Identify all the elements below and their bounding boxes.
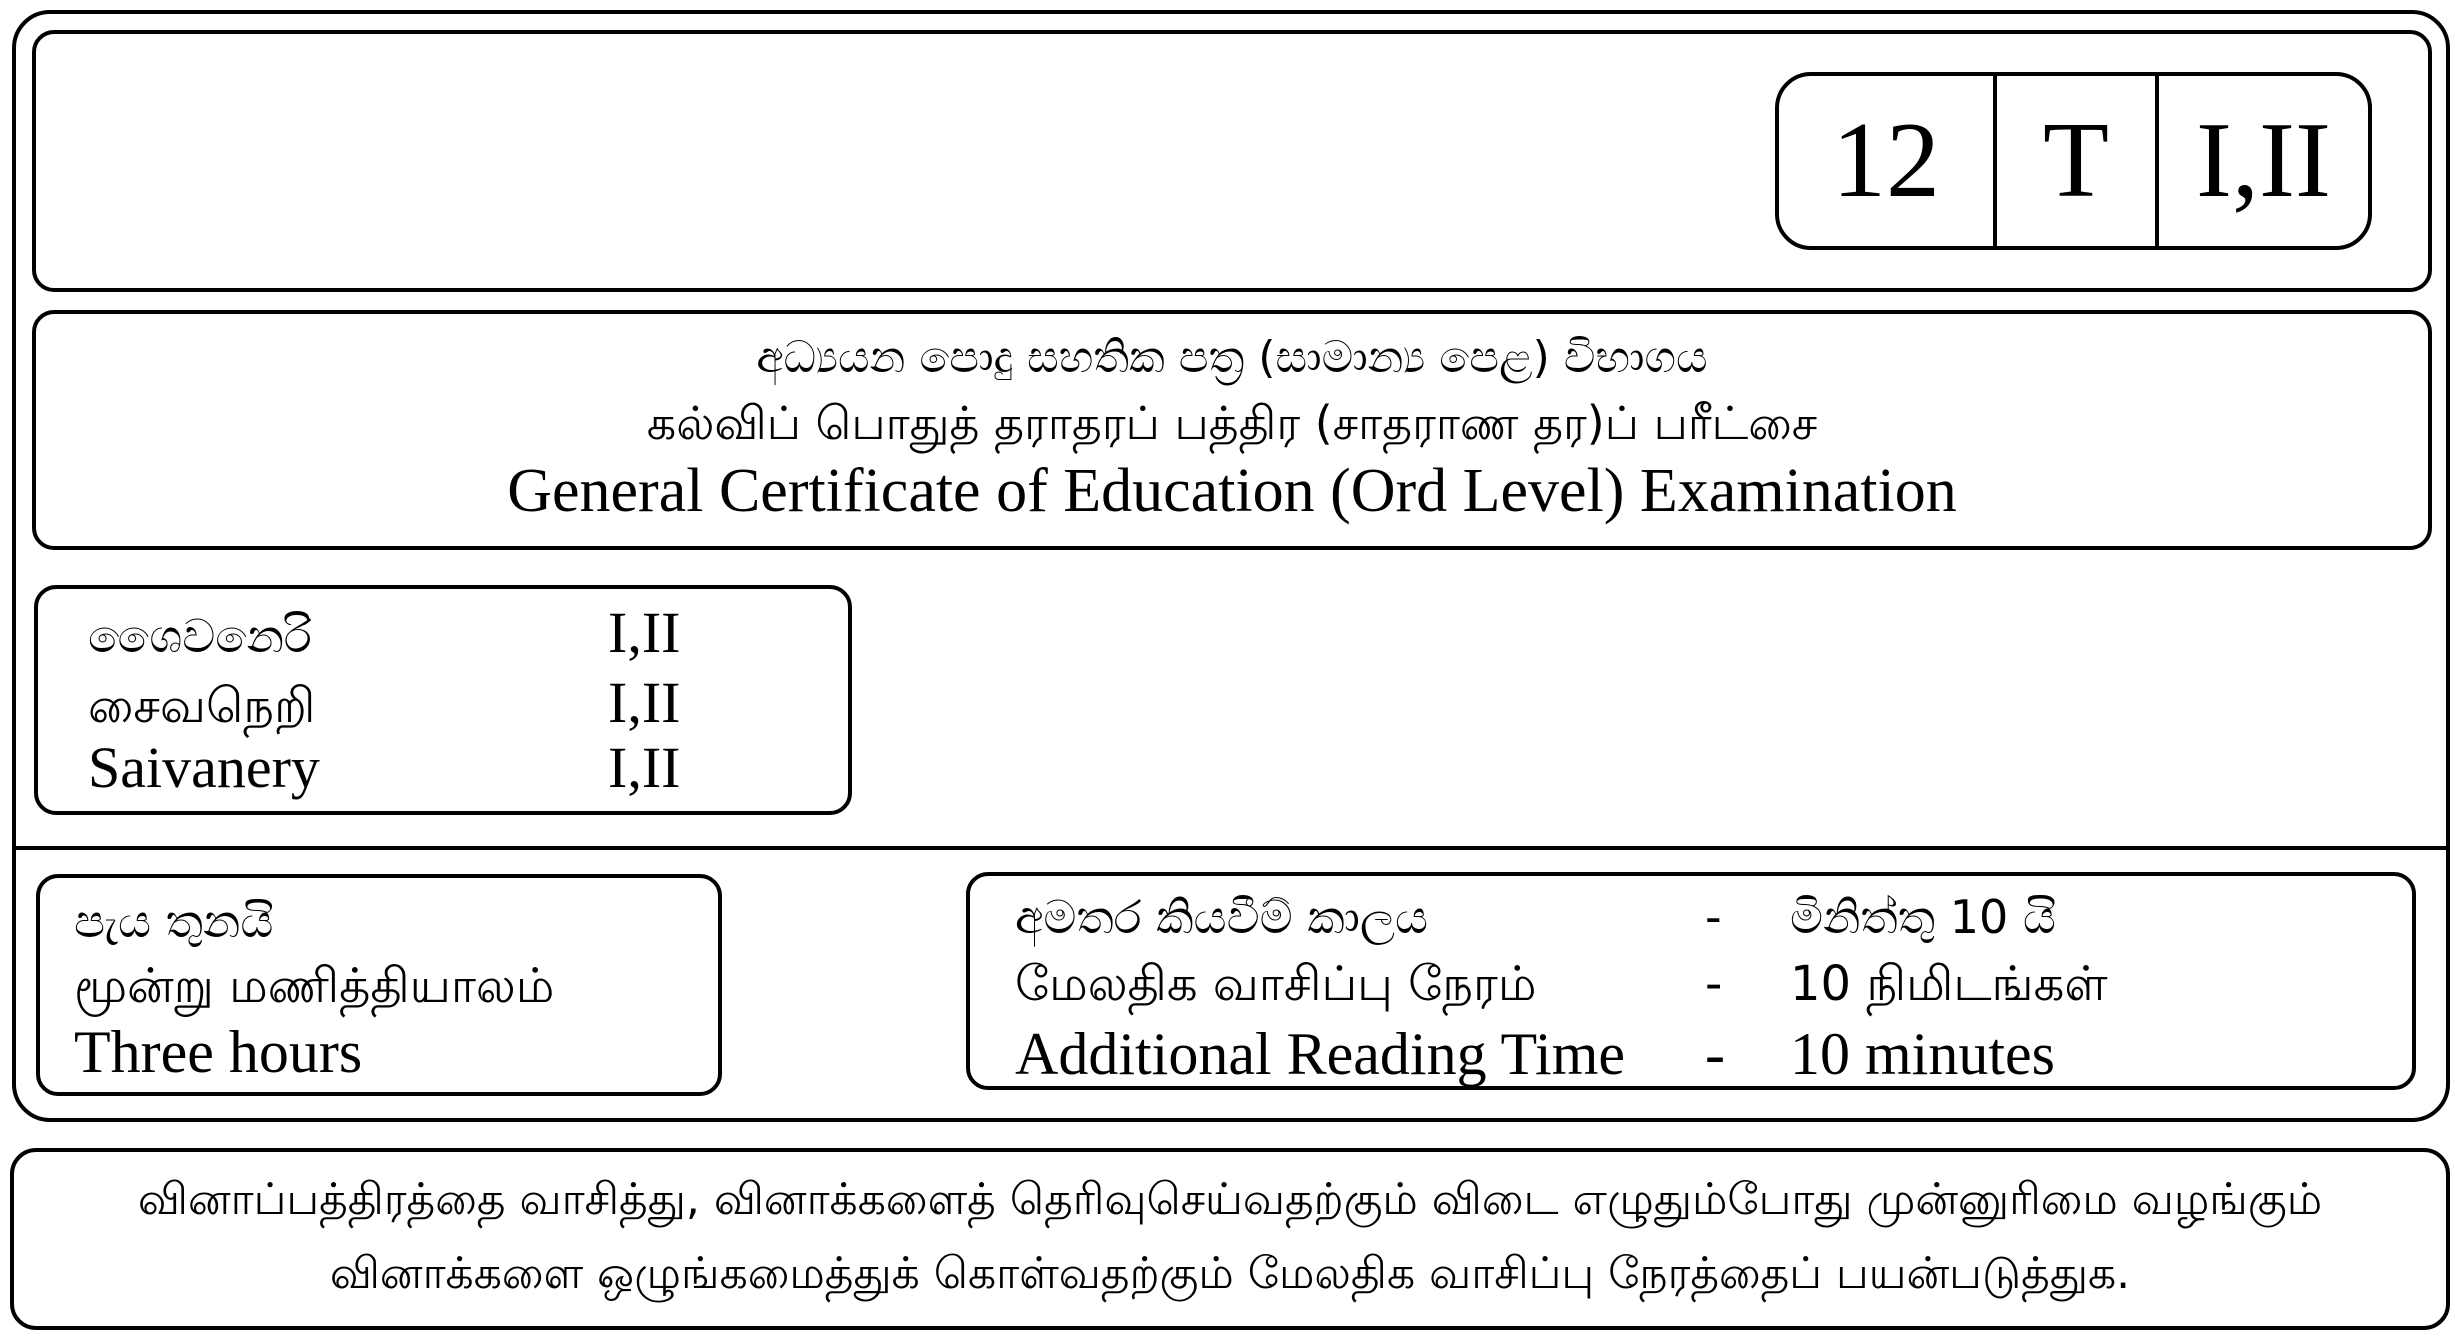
paper-parts: I,II <box>2196 101 2331 220</box>
exam-title-sinhala: අධ්‍යයන පොදු සහතික පත්‍ර (සාමාන්‍ය පෙළ) විභාගය <box>756 332 1708 383</box>
subject-row-english <box>88 734 680 801</box>
reading-time-label: අමතර කියවීම් කාලය <box>1015 890 1429 944</box>
duration-english: Three hours <box>74 1019 363 1085</box>
reading-time-row-english <box>1015 1020 2415 1089</box>
duration-sinhala: පැය තුනයි <box>74 894 274 948</box>
subject-row-tamil <box>88 669 680 740</box>
paper-number: 12 <box>1779 76 1997 246</box>
subject-name: ශෛවනෙරි <box>88 609 312 663</box>
paper-medium: T <box>1997 76 2159 246</box>
instructions-panel <box>10 1148 2450 1330</box>
subject-parts: I,II <box>608 670 681 735</box>
section-divider <box>12 846 2450 850</box>
reading-time-dash: - <box>1705 1021 1725 1087</box>
reading-time-row-sinhala <box>1015 890 2415 946</box>
reading-time-dash: - <box>1705 890 1722 944</box>
reading-time-label: மேலதிக வாசிப்பு நேரம் <box>1015 956 1537 1012</box>
instruction-line-2: வினாக்களை ஒழுங்கமைத்துக் கொள்வதற்கும் மேலதிக வாசிப்பு நேரத்தைப் பயன்படுத்துக. <box>329 1248 2131 1299</box>
reading-time-dash: - <box>1705 956 1723 1012</box>
reading-time-panel <box>966 872 2416 1090</box>
subject-row-sinhala <box>88 599 680 666</box>
exam-title-tamil: கல்விப் பொதுத் தராதரப் பத்திர (சாதராண தர)ப் பரீட்சை <box>646 396 1818 450</box>
subject-name: Saivanery <box>88 735 320 800</box>
reading-time-value: 10 minutes <box>1790 1021 2055 1087</box>
duration-panel <box>36 874 722 1096</box>
subject-name: சைவநெறி <box>88 678 316 734</box>
subject-parts: I,II <box>608 600 681 665</box>
reading-time-row-tamil <box>1015 956 2415 1018</box>
paper-code-box <box>1775 72 2372 250</box>
exam-title-panel <box>32 310 2432 550</box>
subject-panel <box>34 585 852 815</box>
reading-time-value: මිනිත්තු 10 යි <box>1790 890 2056 944</box>
reading-time-value: 10 நிமிடங்கள் <box>1790 956 2108 1012</box>
reading-time-label: Additional Reading Time <box>1015 1021 1626 1087</box>
instruction-line-1: வினாப்பத்திரத்தை வாசித்து, வினாக்களைத் தெரிவுசெய்வதற்கும் விடை எழுதும்போது முன்னுரிமை வழங்கும் <box>137 1174 2323 1225</box>
subject-parts: I,II <box>608 735 681 800</box>
exam-title-english: General Certificate of Education (Ord Level) Examination <box>507 457 1957 525</box>
duration-tamil: மூன்று மணித்தியாலம் <box>74 958 555 1014</box>
